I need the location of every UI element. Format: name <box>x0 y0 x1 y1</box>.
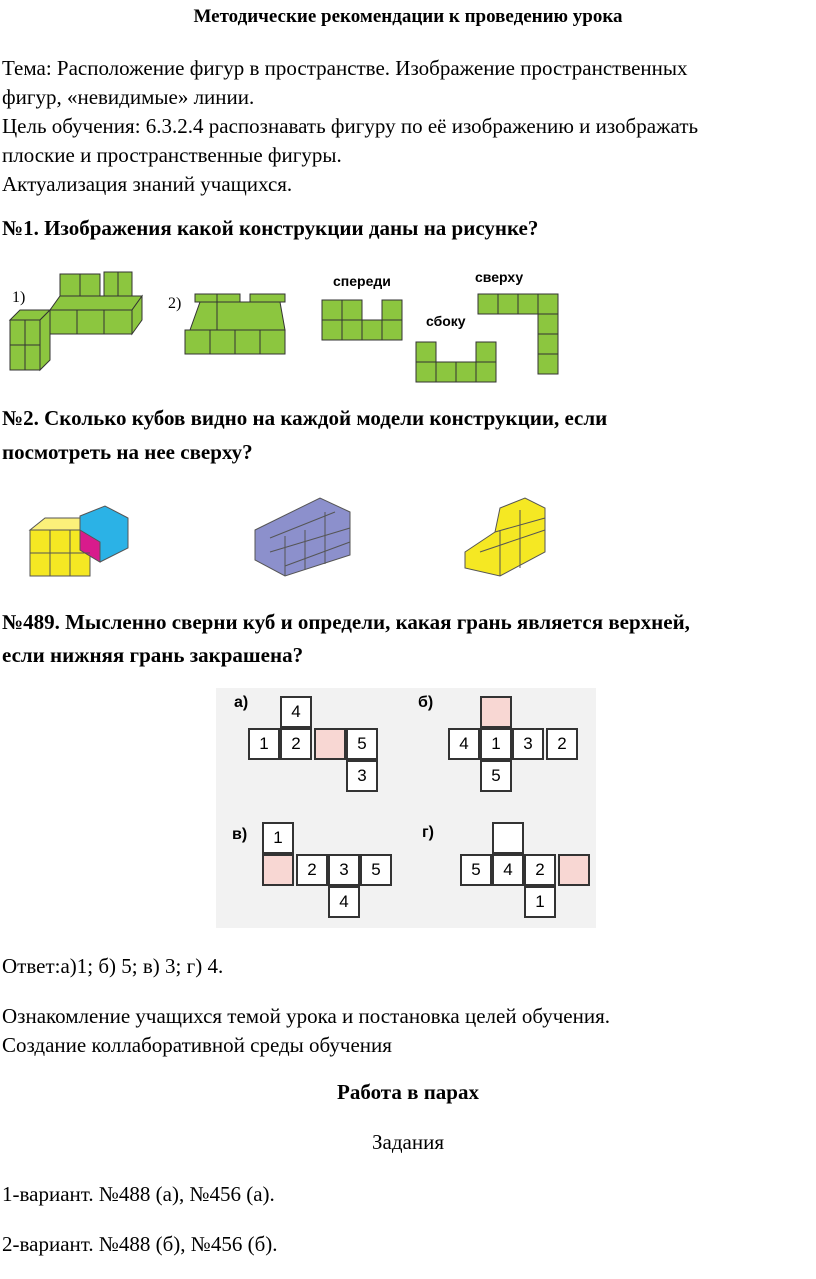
net-v-cell: 4 <box>328 886 360 918</box>
net-b-cell: 4 <box>448 728 480 760</box>
topic-line-1: Тема: Расположение фигур в пространстве. Изображение пространственных <box>2 56 688 80</box>
net-v-label: в) <box>232 826 248 843</box>
net-g-cell: 5 <box>460 854 492 886</box>
net-g-cell: 2 <box>524 854 556 886</box>
net-b-cell: 1 <box>480 728 512 760</box>
pairs-heading: Работа в парах <box>337 1080 479 1104</box>
question-2-line-1: №2. Сколько кубов видно на каждой модели конструкции, если <box>2 406 608 430</box>
net-b-cell: 5 <box>480 760 512 792</box>
cube-models-figure <box>0 490 620 590</box>
variant-2: 2-вариант. №488 (б), №456 (б). <box>2 1232 278 1256</box>
net-g-cell <box>492 822 524 854</box>
net-v-cell-shaded <box>262 854 294 886</box>
net-a-cell: 5 <box>346 728 378 760</box>
goal-line-1: Цель обучения: 6.3.2.4 распознавать фигуру по её изображению и изображать <box>2 114 699 138</box>
front-view-label: спереди <box>333 273 391 289</box>
variant-1: 1-вариант. №488 (а), №456 (а). <box>2 1182 275 1206</box>
net-g-label: г) <box>422 824 434 841</box>
net-b-label: б) <box>418 694 434 711</box>
green-constructions-figure <box>0 262 580 384</box>
construction-1-label: 1) <box>12 289 26 306</box>
intro-line-1: Ознакомление учащихся темой урока и постановка целей обучения. <box>2 1004 610 1028</box>
cube-nets-figure <box>216 688 596 928</box>
net-g-cell-shaded <box>558 854 590 886</box>
goal-line-2: плоские и пространственные фигуры. <box>2 143 342 167</box>
question-2-line-2: посмотреть на нее сверху? <box>2 440 253 464</box>
net-v-cell: 5 <box>360 854 392 886</box>
top-view-label: сверху <box>475 269 524 285</box>
topic-line-2: фигур, «невидимые» линии. <box>2 85 255 109</box>
question-1: №1. Изображения какой конструкции даны на рисунке? <box>2 216 539 240</box>
intro-line-2: Создание коллаборативной среды обучения <box>2 1033 392 1057</box>
net-a-cell-shaded <box>314 728 346 760</box>
net-v-cell: 3 <box>328 854 360 886</box>
net-a-cell: 3 <box>346 760 378 792</box>
net-b-cell-shaded <box>480 696 512 728</box>
question-489-line-2: если нижняя грань закрашена? <box>2 643 304 667</box>
side-view-label: сбоку <box>426 313 466 329</box>
question-489-line-1: №489. Мысленно сверни куб и определи, какая грань является верхней, <box>2 610 690 634</box>
net-a-label: а) <box>234 694 249 711</box>
net-v-cell: 2 <box>296 854 328 886</box>
net-v-cell: 1 <box>262 822 294 854</box>
net-g-cell: 4 <box>492 854 524 886</box>
net-b-cell: 3 <box>512 728 544 760</box>
net-a-cell: 4 <box>280 696 312 728</box>
answer-text: Ответ:а)1; б) 5; в) 3; г) 4. <box>2 954 224 978</box>
page-title: Методические рекомендации к проведению урока <box>193 6 623 27</box>
net-b-cell: 2 <box>546 728 578 760</box>
net-a-cell: 1 <box>248 728 280 760</box>
actualization-text: Актуализация знаний учащихся. <box>2 172 293 196</box>
tasks-heading: Задания <box>372 1130 444 1154</box>
net-a-cell: 2 <box>280 728 312 760</box>
construction-2-label: 2) <box>168 295 182 312</box>
net-g-cell: 1 <box>524 886 556 918</box>
